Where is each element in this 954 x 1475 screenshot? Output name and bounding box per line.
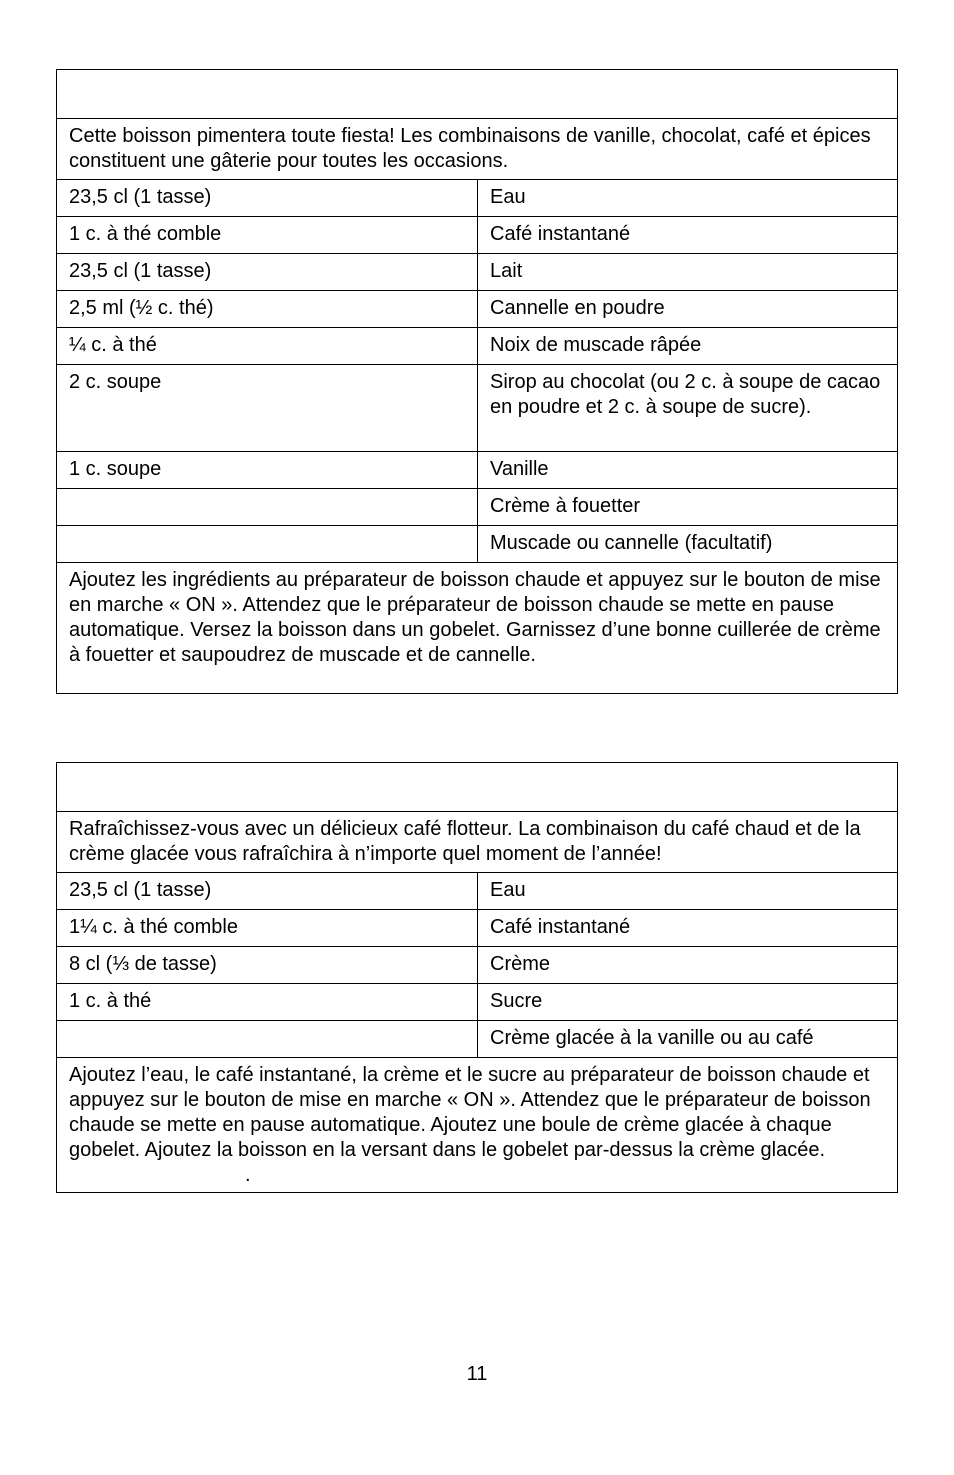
ingredient-quantity [57, 1021, 478, 1057]
ingredient-row [57, 984, 897, 1021]
ingredient-quantity: 23,5 cl (1 tasse) [57, 254, 478, 290]
ingredient-row [57, 910, 897, 947]
ingredient-row [57, 873, 897, 910]
ingredient-name: Eau [490, 186, 526, 208]
ingredient-quantity: 23,5 cl (1 tasse) [57, 873, 478, 909]
recipe-1-title-row [57, 70, 897, 119]
ingredient-row [57, 217, 897, 254]
ingredient-quantity [57, 526, 478, 562]
ingredient-name: Eau [490, 879, 526, 901]
ingredient-quantity: 1 c. à thé [57, 984, 478, 1020]
ingredient-name: Sirop au chocolat (ou 2 c. à soupe de cacao en poudre et 2 c. à soupe de sucre). [490, 371, 881, 418]
ingredient-quantity: 8 cl (⅓ de tasse) [57, 947, 478, 983]
ingredient-row [57, 947, 897, 984]
ingredient-name: Crème [490, 953, 551, 975]
ingredient-row [57, 452, 897, 489]
recipe-2-title-row [57, 763, 897, 812]
ingredient-name: Café instantané [490, 916, 631, 938]
recipe-2-instructions [57, 1058, 897, 1192]
ingredient-row [57, 328, 897, 365]
ingredient-row [57, 526, 897, 563]
ingredient-row [57, 254, 897, 291]
ingredient-quantity: 23,5 cl (1 tasse) [57, 180, 478, 216]
ingredient-name: Lait [490, 260, 523, 282]
recipe-table-2 [56, 762, 898, 1193]
recipe-1-intro: Cette boisson pimentera toute fiesta! Les combinaisons de vanille, chocolat, café et épices constituent une gâterie pour toutes les occasions. [57, 119, 897, 180]
ingredient-quantity [57, 489, 478, 525]
ingredient-quantity: 1 c. à thé comble [57, 217, 478, 253]
recipe-2-intro: Rafraîchissez-vous avec un délicieux café flotteur. La combinaison du café chaud et de la crème glacée vous rafraîchira à n’importe quel moment de l’année! [57, 812, 897, 873]
ingredient-row [57, 365, 897, 452]
ingredient-name: Crème glacée à la vanille ou au café [490, 1027, 814, 1049]
ingredient-row [57, 180, 897, 217]
ingredient-quantity: 1 c. soupe [57, 452, 478, 488]
ingredient-name: Muscade ou cannelle (facultatif) [490, 532, 773, 554]
ingredient-name: Crème à fouetter [490, 495, 641, 517]
ingredient-name: Sucre [490, 990, 543, 1012]
ingredient-name: Noix de muscade râpée [490, 334, 702, 356]
ingredient-name: Café instantané [490, 223, 631, 245]
page-number: 11 [466, 1363, 488, 1385]
ingredient-name: Vanille [490, 458, 549, 480]
ingredient-row [57, 1021, 897, 1058]
ingredient-row [57, 489, 897, 526]
recipe-2-instructions-text: Ajoutez l’eau, le café instantané, la crème et le sucre au préparateur de boisson chaude et appuyez sur le bouton de mise en marche « ON ». Attendez que le préparateur de boisson chaude se mette en pause automatique. Ajoutez une boule de crème glacée à chaque gobelet. Ajoutez la boisson en la versant dans le gobelet par-dessus la crème glacée. [69, 1064, 871, 1161]
recipe-1-instructions: Ajoutez les ingrédients au préparateur de boisson chaude et appuyez sur le bouton de mise en marche « ON ». Attendez que le préparateur de boisson chaude se mette en pause automatique. Versez la boisson dans un gobelet. Garnissez d’une bonne cuillerée de crème à fouetter et saupoudrez de muscade et de cannelle. [69, 569, 881, 666]
ingredient-quantity: 2,5 ml (½ c. thé) [57, 291, 478, 327]
ingredient-quantity: 1¼ c. à thé comble [57, 910, 478, 946]
ingredient-quantity: ¼ c. à thé [57, 328, 478, 364]
ingredient-name: Cannelle en poudre [490, 297, 665, 319]
ingredient-quantity: 2 c. soupe [57, 365, 478, 451]
recipe-table-1 [56, 69, 898, 694]
ingredient-row [57, 291, 897, 328]
recipe-2-instructions-trail: . [245, 1164, 251, 1186]
